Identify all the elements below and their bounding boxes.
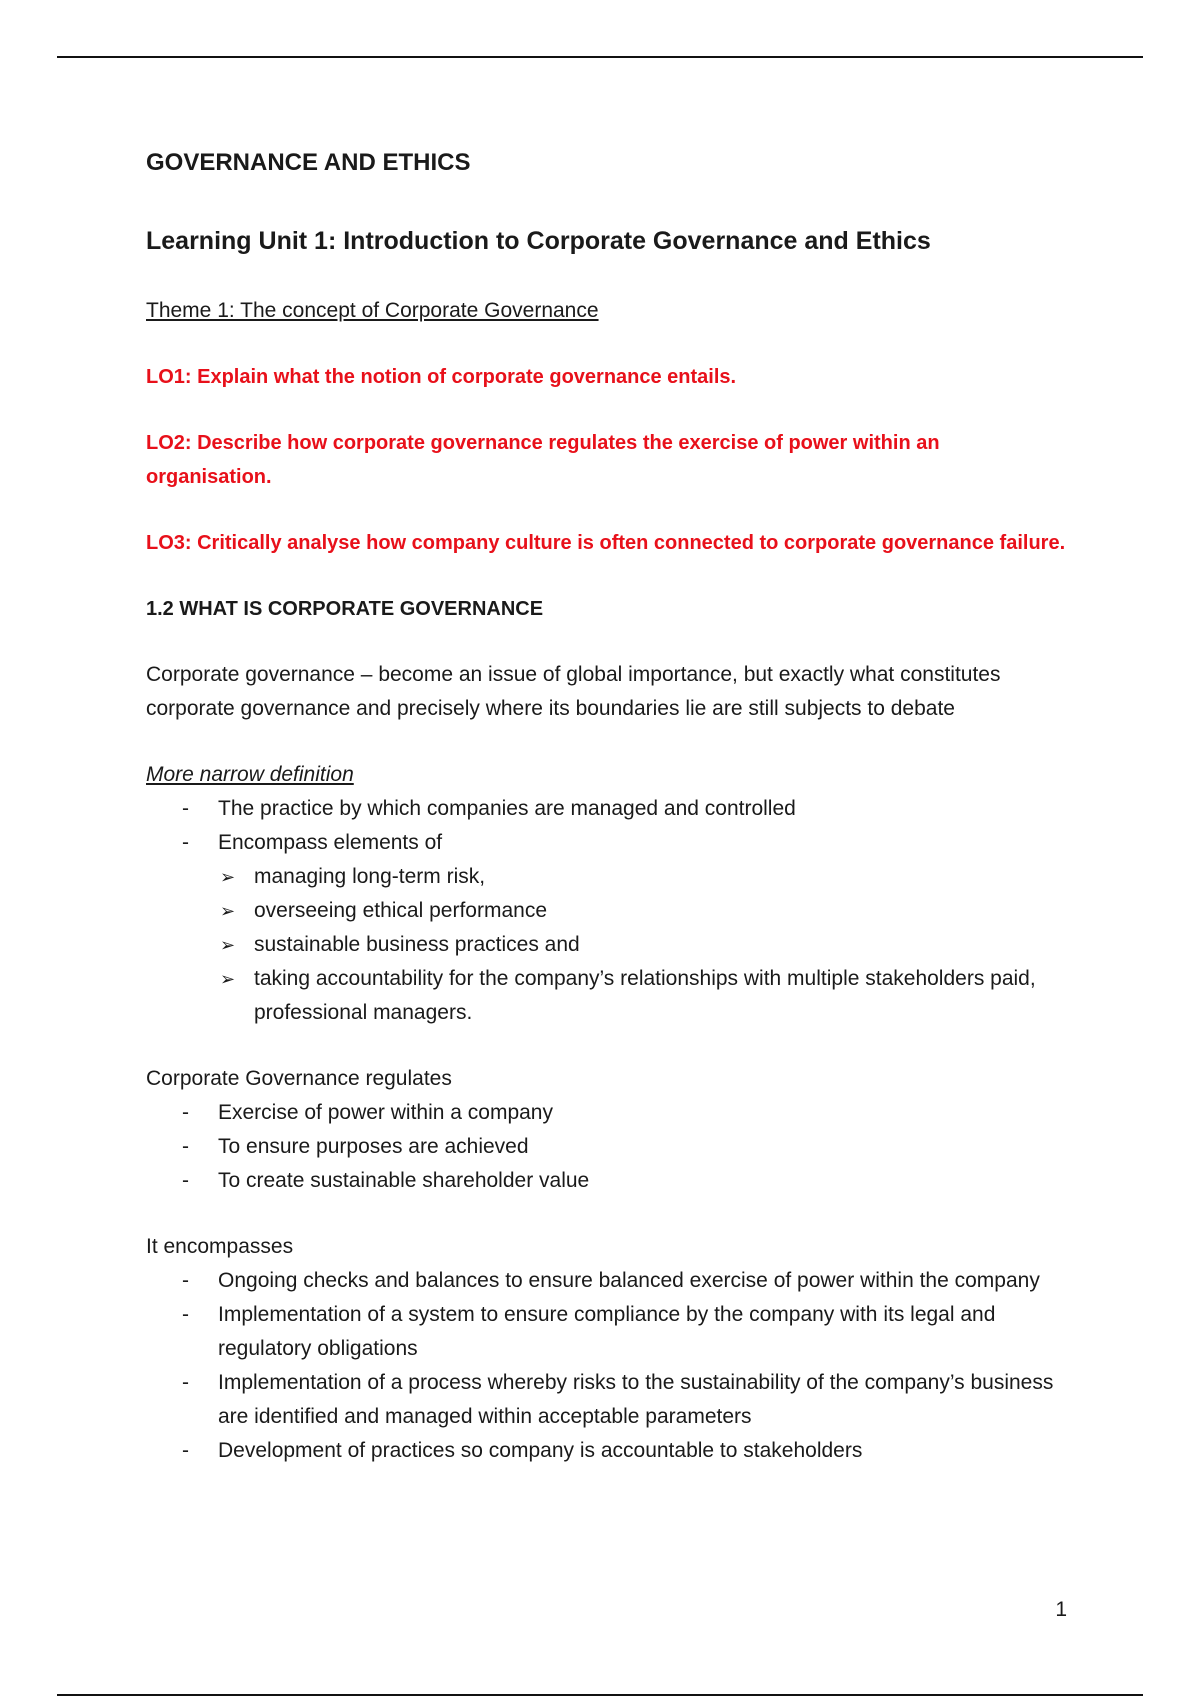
list-item-text: To create sustainable shareholder value [218,1169,590,1192]
sub-list-item-text: overseeing ethical performance [254,899,547,922]
list-item [146,1298,1066,1366]
elements-sublist [218,860,1066,1030]
document-title: GOVERNANCE AND ETHICS [146,149,471,176]
dash-bullet: - [182,1303,189,1326]
list-item [146,1366,1066,1434]
theme-heading: Theme 1: The concept of Corporate Governance [146,299,599,322]
list-item [146,1130,1066,1164]
regulates-heading: Corporate Governance regulates [146,1067,452,1090]
arrow-bullet-icon: ➢ [220,901,236,921]
sub-list-item-text: sustainable business practices and [254,933,580,956]
learning-outcome-3: LO3: Critically analyse how company culture is often connected to corporate governance failure. [146,532,1066,554]
list-item-text: Exercise of power within a company [218,1101,553,1124]
encompasses-heading: It encompasses [146,1235,294,1258]
arrow-bullet-icon: ➢ [220,867,236,887]
dash-bullet: - [182,1169,189,1192]
list-item-text: To ensure purposes are achieved [218,1135,529,1158]
dash-bullet: - [182,797,189,820]
dash-bullet: - [182,831,189,854]
list-item-text: Ongoing checks and balances to ensure balanced exercise of power within the company [218,1269,1040,1292]
list-item-text: Encompass elements of [218,831,443,854]
document-body [146,146,1066,1500]
arrow-bullet-icon: ➢ [220,969,236,989]
header-rule [57,56,1143,58]
intro-paragraph: Corporate governance – become an issue of global importance, but exactly what constitutes corporate governance and precisely where its boundaries lie are still subjects to debate [146,663,1001,720]
list-item [146,1164,1066,1198]
list-item [146,792,1066,826]
dash-bullet: - [182,1101,189,1124]
list-item-text: Implementation of a system to ensure compliance by the company with its legal and regulatory obligations [218,1303,996,1360]
dash-bullet: - [182,1439,189,1462]
section-heading: 1.2 WHAT IS CORPORATE GOVERNANCE [146,598,544,620]
dash-bullet: - [182,1269,189,1292]
list-item-text: Development of practices so company is accountable to stakeholders [218,1439,863,1462]
learning-outcome-1: LO1: Explain what the notion of corporate governance entails. [146,366,737,388]
list-item [146,1434,1066,1468]
list-item [146,1096,1066,1130]
sub-list-item-text: managing long-term risk, [254,865,486,888]
list-item-text: The practice by which companies are managed and controlled [218,797,796,820]
learning-outcome-2: LO2: Describe how corporate governance regulates the exercise of power within an organisation. [146,432,940,488]
regulates-list [146,1096,1066,1198]
encompasses-list [146,1264,1066,1468]
sub-list-item [218,860,1066,894]
unit-title: Learning Unit 1: Introduction to Corporate Governance and Ethics [146,227,931,255]
dash-bullet: - [182,1371,189,1394]
list-item [146,826,1066,1030]
sub-list-item-text: taking accountability for the company’s relationships with multiple stakeholders paid, professional managers. [254,967,1036,1024]
narrow-definition-list [146,792,1066,1030]
arrow-bullet-icon: ➢ [220,935,236,955]
narrow-definition-heading: More narrow definition [146,763,354,786]
list-item [146,1264,1066,1298]
page-number: 1 [1055,1598,1067,1621]
dash-bullet: - [182,1135,189,1158]
list-item-text: Implementation of a process whereby risks to the sustainability of the company’s business are identified and managed within acceptable parameters [218,1371,1054,1428]
footer-rule [57,1694,1143,1696]
sub-list-item [218,962,1066,1030]
sub-list-item [218,894,1066,928]
sub-list-item [218,928,1066,962]
